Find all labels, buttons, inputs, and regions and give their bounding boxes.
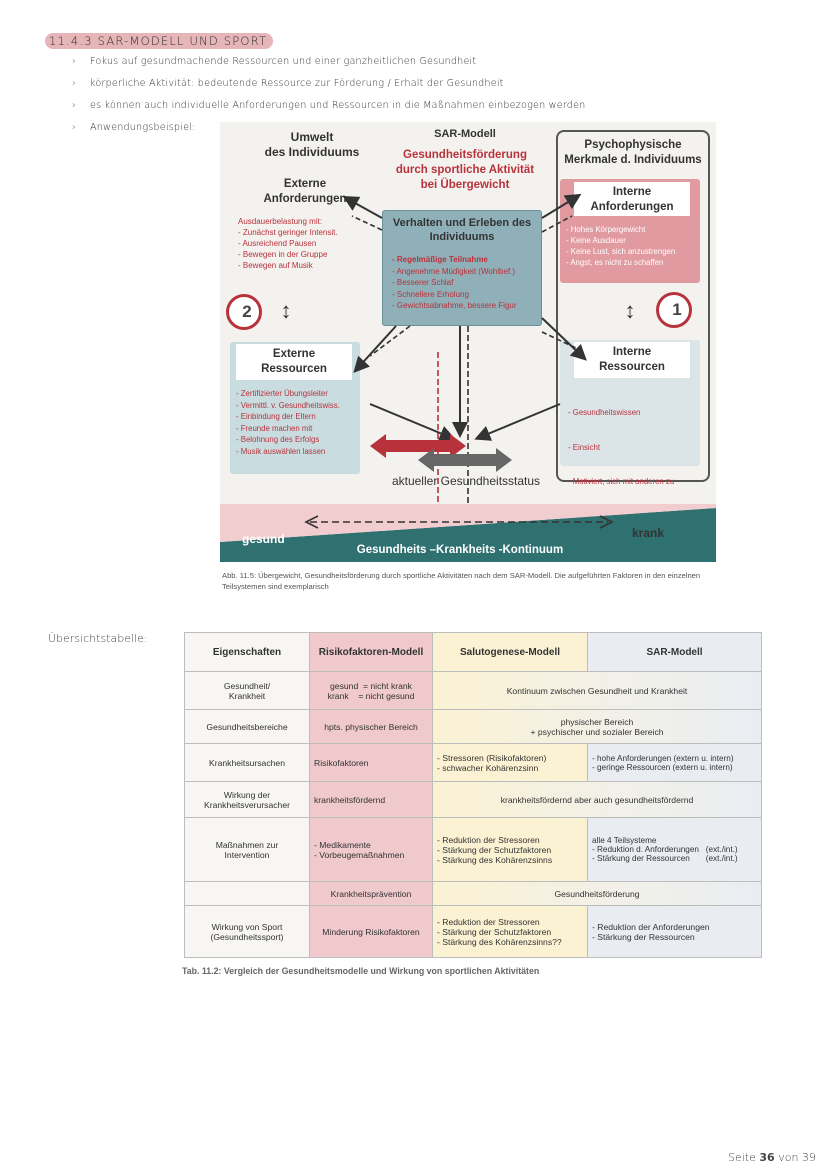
external-resources-title: Externe Ressourcen <box>261 348 327 375</box>
behavior-list: - Regelmäßige Teilnahme - Angenehme Müdigkeit (Wohlbef.) - Besserer Schlaf - Schnellere Erholung - Gewichtsabnahme, bessere Figur <box>392 255 517 310</box>
behavior-title: Verhalten und Erleben des Individuums <box>392 217 532 243</box>
merged-cell: physischer Bereich + psychischer und sozialer Bereich <box>433 710 762 744</box>
risk-cell: - Medikamente - Vorbeugemaßnahmen <box>310 818 433 882</box>
healthy-label: gesund <box>242 532 285 546</box>
table-header-row <box>185 633 762 672</box>
chevron-right-icon: › <box>72 100 77 111</box>
environment-title: Umwelt des Individuums <box>264 130 360 159</box>
sar-cell: - Reduktion der Anforderungen - Stärkung der Ressourcen <box>588 906 762 958</box>
risk-cell: gesund = nicht krank krank = nicht gesund <box>310 672 433 710</box>
arrow-to-int-req <box>542 196 578 218</box>
table-row <box>185 818 762 882</box>
header-cell: Eigenschaften <box>185 633 310 672</box>
table-row <box>185 882 762 906</box>
salutogenesis-cell: - Reduktion der Stressoren - Stärkung der Schutzfaktoren - Stärkung des Kohärenzsinns?? <box>433 906 588 958</box>
sar-cell: - hohe Anforderungen (extern u. intern) - geringe Ressourcen (extern u. intern) <box>588 744 762 782</box>
updown-arrow-icon: ↕ <box>624 298 636 323</box>
model-title: SAR-Modell <box>434 128 496 140</box>
salutogenesis-cell: - Stressoren (Risikofaktoren) - schwacher Kohärenzsinn <box>433 744 588 782</box>
table-row <box>185 906 762 958</box>
header-cell: SAR-Modell <box>588 633 762 672</box>
arrow-to-int-res <box>542 318 584 358</box>
arrow-int-res-status <box>478 404 560 438</box>
risk-cell: Risikofaktoren <box>310 744 433 782</box>
psychophysical-title: Psychophysische Merkmale d. Individuums <box>564 139 702 166</box>
table-row <box>185 672 762 710</box>
row-label <box>185 882 310 906</box>
internal-requirements-title: Interne Anforderungen <box>590 186 674 213</box>
risk-cell: hpts. physischer Bereich <box>310 710 433 744</box>
header-cell: Risikofaktoren-Modell <box>310 633 433 672</box>
external-requirements-title: Externe Anforderungen <box>263 178 347 205</box>
status-label: aktueller Gesundheitsstatus <box>391 474 541 488</box>
header-cell: Salutogenese-Modell <box>433 633 588 672</box>
page-footer <box>728 1151 816 1164</box>
risk-cell: krankheitsfördernd <box>310 782 433 818</box>
table-row <box>185 782 762 818</box>
sar-cell: alle 4 Teilsysteme - Reduktion d. Anforderungen (ext./int.) - Stärkung der Ressourcen (ext./int.) <box>588 818 762 882</box>
external-requirements-list: Ausdauerbelastung mit: - Zunächst geringer Intensit. - Ausreichend Pausen - Bewegen in der Gruppe - Bewegen auf Musik <box>238 217 338 270</box>
page-total: 39 <box>801 1151 816 1164</box>
internal-resources-title: Interne Ressourcen <box>599 346 665 373</box>
merged-cell: krankheitsfördernd aber auch gesundheitsfördernd <box>433 782 762 818</box>
ill-label: krank <box>632 526 665 540</box>
chevron-right-icon: › <box>72 122 77 133</box>
updown-arrow-icon: ↕ <box>280 298 292 323</box>
risk-cell: Minderung Risikofaktoren <box>310 906 433 958</box>
section-title: 11.4.3 SAR-MODELL UND SPORT <box>45 33 273 49</box>
row-label: Gesundheitsbereiche <box>185 710 310 744</box>
bullet-item: › körperliche Aktivität: bedeutende Ressource zur Förderung / Erhalt der Gesundheit <box>72 76 585 98</box>
internal-requirements-list: - Hohes Körpergewicht - Keine Ausdauer - Keine Lust, sich anzustrengen - Angst, es nicht zu schaffen <box>566 225 676 267</box>
chevron-right-icon: › <box>72 78 77 89</box>
salutogenesis-cell: - Reduktion der Stressoren - Stärkung der Schutzfaktoren - Stärkung des Kohärenzsinns <box>433 818 588 882</box>
model-subtitle: Gesundheitsförderung durch sportliche Aktivität bei Übergewicht <box>395 149 535 191</box>
arrow-to-ext-req <box>346 198 382 218</box>
arrow-ext-res-status <box>370 404 452 438</box>
external-resources-list: - Zertifizierter Übungsleiter - Vermittl. v. Gesundheitswiss. - Einbindung der Eltern - Freunde machen mit - Belohnung des Erfolgs - Musik auswählen lassen <box>236 389 340 456</box>
table-caption: Tab. 11.2: Vergleich der Gesundheitsmodelle und Wirkung von sportlichen Aktivitäten <box>182 966 540 976</box>
internal-resources-list: - Gesundheitswissen - Einsicht - Motiviert, sich mit anderen zu <box>568 408 675 486</box>
continuum-label: Gesundheits –Krankheits -Kontinuum <box>356 544 564 556</box>
circle-2-label: 2 <box>242 302 252 321</box>
arrow-dashed-ext-res <box>370 326 410 356</box>
row-label: Krankheitsursachen <box>185 744 310 782</box>
page-number: 36 <box>759 1151 775 1164</box>
footer-middle: von <box>778 1151 799 1164</box>
bullet-item: › es können auch individuelle Anforderungen und Ressourcen in die Maßnahmen einbezogen werden <box>72 98 585 120</box>
bullet-item: › Fokus auf gesundmachende Ressourcen und einer ganzheitlichen Gesundheit <box>72 54 585 76</box>
bullet-item: › Anwendungsbeispiel: <box>72 120 585 142</box>
row-label: Gesundheit/ Krankheit <box>185 672 310 710</box>
gray-double-arrow <box>418 448 512 472</box>
merged-cell: Kontinuum zwischen Gesundheit und Krankheit <box>433 672 762 710</box>
table-row <box>185 710 762 744</box>
arrow-dashed-ext-req <box>352 216 382 230</box>
row-label: Maßnahmen zur Intervention <box>185 818 310 882</box>
risk-cell: Krankheitsprävention <box>310 882 433 906</box>
footer-prefix: Seite <box>728 1151 756 1164</box>
sar-model-figure <box>220 122 716 562</box>
arrow-to-ext-res <box>356 326 396 370</box>
row-label: Wirkung von Sport (Gesundheitssport) <box>185 906 310 958</box>
figure-caption: Abb. 11.5: Übergewicht, Gesundheitsförderung durch sportliche Aktivitäten nach dem SAR-Modell. Die aufgeführten Faktoren in den einzelnen Teilsystemen sind exemplarisch <box>222 571 701 591</box>
comparison-table <box>184 632 762 958</box>
merged-cell: Gesundheitsförderung <box>433 882 762 906</box>
model-arrows <box>220 122 716 562</box>
chevron-right-icon: › <box>72 56 77 67</box>
table-row <box>185 744 762 782</box>
row-label: Wirkung der Krankheitsverursacher <box>185 782 310 818</box>
circle-1-label: 1 <box>672 300 682 319</box>
overview-label: Übersichtstabelle: <box>48 632 148 645</box>
arrow-dashed-int-req <box>542 216 572 232</box>
